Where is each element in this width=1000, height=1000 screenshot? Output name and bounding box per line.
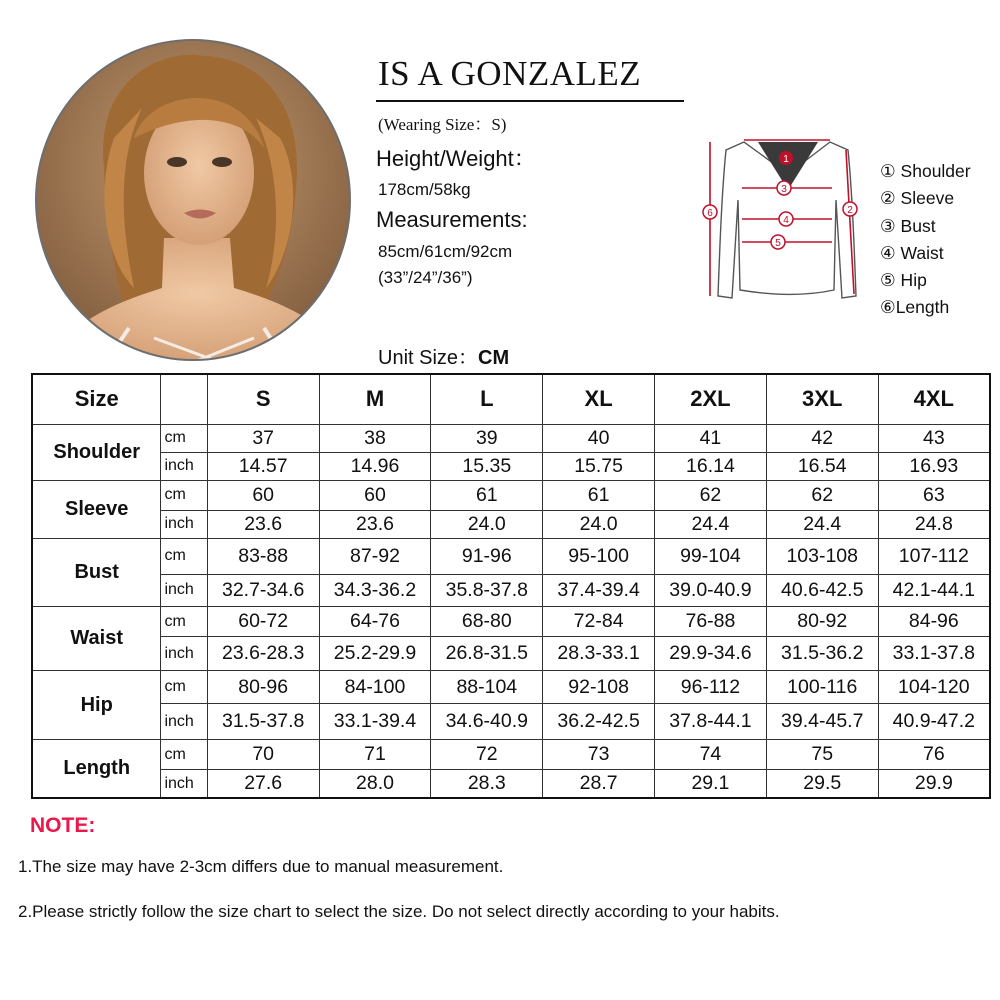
table-cell: 75 xyxy=(766,740,878,770)
table-cell: 37.4-39.4 xyxy=(543,574,655,606)
table-cell: 28.7 xyxy=(543,770,655,798)
svg-text:5: 5 xyxy=(775,238,781,249)
legend-length: ⑥Length xyxy=(880,297,950,318)
size-col-header: S xyxy=(207,374,319,424)
legend-sleeve: ② Sleeve xyxy=(880,188,955,209)
table-cell: 15.35 xyxy=(431,452,543,480)
table-cell: 29.9-34.6 xyxy=(655,637,767,671)
measurement-label: Sleeve xyxy=(32,480,161,538)
measurements-cm: 85cm/61cm/92cm xyxy=(378,242,513,261)
table-cell: 40.6-42.5 xyxy=(766,574,878,606)
table-cell: 24.4 xyxy=(655,510,767,538)
table-cell: 15.75 xyxy=(543,452,655,480)
size-header: Size xyxy=(32,374,161,424)
table-cell: 28.3-33.1 xyxy=(543,637,655,671)
table-cell: 34.6-40.9 xyxy=(431,704,543,740)
marker-3 xyxy=(777,181,791,195)
unit-cell: inch xyxy=(161,637,207,671)
svg-text:2: 2 xyxy=(847,205,853,216)
table-cell: 71 xyxy=(319,740,431,770)
svg-text:4: 4 xyxy=(783,215,789,226)
marker-1 xyxy=(779,151,793,165)
table-cell: 16.93 xyxy=(878,452,990,480)
table-cell: 92-108 xyxy=(543,671,655,704)
table-cell: 16.14 xyxy=(655,452,767,480)
table-cell: 72 xyxy=(431,740,543,770)
svg-text:3: 3 xyxy=(781,184,787,195)
table-cell: 83-88 xyxy=(207,538,319,574)
unit-cell: inch xyxy=(161,452,207,480)
table-cell: 31.5-36.2 xyxy=(766,637,878,671)
table-cell: 24.4 xyxy=(766,510,878,538)
table-cell: 80-96 xyxy=(207,671,319,704)
table-row xyxy=(32,770,990,798)
table-cell: 88-104 xyxy=(431,671,543,704)
table-cell: 107-112 xyxy=(878,538,990,574)
table-cell: 80-92 xyxy=(766,607,878,637)
table-cell: 14.57 xyxy=(207,452,319,480)
table-cell: 34.3-36.2 xyxy=(319,574,431,606)
table-cell: 62 xyxy=(655,480,767,510)
table-cell: 23.6 xyxy=(207,510,319,538)
table-cell: 84-96 xyxy=(878,607,990,637)
table-cell: 16.54 xyxy=(766,452,878,480)
table-cell: 31.5-37.8 xyxy=(207,704,319,740)
unit-cell: cm xyxy=(161,538,207,574)
size-col-header: L xyxy=(431,374,543,424)
table-cell: 38 xyxy=(319,424,431,452)
table-cell: 28.0 xyxy=(319,770,431,798)
table-row xyxy=(32,607,990,637)
table-cell: 25.2-29.9 xyxy=(319,637,431,671)
diagram-legend xyxy=(880,158,971,322)
marker-6 xyxy=(703,205,717,219)
unit-size-label: Unit Size： xyxy=(378,347,479,369)
table-cell: 43 xyxy=(878,424,990,452)
measurement-label: Waist xyxy=(32,607,161,671)
table-cell: 99-104 xyxy=(655,538,767,574)
table-cell: 103-108 xyxy=(766,538,878,574)
table-cell: 24.8 xyxy=(878,510,990,538)
table-row xyxy=(32,510,990,538)
table-row xyxy=(32,424,990,452)
table-cell: 29.5 xyxy=(766,770,878,798)
table-cell: 32.7-34.6 xyxy=(207,574,319,606)
table-cell: 35.8-37.8 xyxy=(431,574,543,606)
table-row xyxy=(32,637,990,671)
size-col-header: 4XL xyxy=(878,374,990,424)
table-cell: 33.1-37.8 xyxy=(878,637,990,671)
garment-diagram xyxy=(696,130,866,308)
unit-cell: cm xyxy=(161,424,207,452)
brand-underline xyxy=(376,100,684,102)
table-row xyxy=(32,574,990,606)
unit-cell: cm xyxy=(161,740,207,770)
table-cell: 39.4-45.7 xyxy=(766,704,878,740)
unit-cell: inch xyxy=(161,510,207,538)
table-header-row xyxy=(32,374,990,424)
table-cell: 40.9-47.2 xyxy=(878,704,990,740)
table-row xyxy=(32,538,990,574)
height-weight-label: Height/Weight： xyxy=(376,146,536,171)
model-photo xyxy=(34,38,352,362)
table-cell: 24.0 xyxy=(543,510,655,538)
table-cell: 24.0 xyxy=(431,510,543,538)
measurements-label: Measurements: xyxy=(376,207,528,232)
table-cell: 76-88 xyxy=(655,607,767,637)
table-cell: 76 xyxy=(878,740,990,770)
table-row xyxy=(32,480,990,510)
table-cell: 27.6 xyxy=(207,770,319,798)
note-item-1: 1.The size may have 2-3cm differs due to manual measurement. xyxy=(18,857,504,876)
legend-bust: ③ Bust xyxy=(880,215,936,236)
table-cell: 63 xyxy=(878,480,990,510)
brand-title: IS A GONZALEZ xyxy=(378,54,642,93)
table-cell: 61 xyxy=(543,480,655,510)
table-cell: 70 xyxy=(207,740,319,770)
unit-cell: inch xyxy=(161,770,207,798)
unit-cell: inch xyxy=(161,704,207,740)
table-cell: 33.1-39.4 xyxy=(319,704,431,740)
size-col-header: 3XL xyxy=(766,374,878,424)
table-cell: 29.1 xyxy=(655,770,767,798)
table-cell: 23.6-28.3 xyxy=(207,637,319,671)
table-cell: 87-92 xyxy=(319,538,431,574)
unit-cell: cm xyxy=(161,671,207,704)
table-cell: 64-76 xyxy=(319,607,431,637)
measurement-label: Bust xyxy=(32,538,161,606)
table-row xyxy=(32,740,990,770)
size-col-header: M xyxy=(319,374,431,424)
table-cell: 14.96 xyxy=(319,452,431,480)
table-cell: 84-100 xyxy=(319,671,431,704)
marker-2 xyxy=(843,202,857,216)
table-cell: 42.1-44.1 xyxy=(878,574,990,606)
note-item-2: 2.Please strictly follow the size chart to select the size. Do not select directly according to your habits. xyxy=(18,902,780,921)
table-cell: 62 xyxy=(766,480,878,510)
unit-cell: inch xyxy=(161,574,207,606)
table-cell: 95-100 xyxy=(543,538,655,574)
unit-header xyxy=(161,374,207,424)
measurements-inch: (33”/24”/36”) xyxy=(378,268,473,287)
table-row xyxy=(32,452,990,480)
table-cell: 61 xyxy=(431,480,543,510)
size-chart-table xyxy=(31,373,991,799)
marker-4 xyxy=(779,212,793,226)
unit-cell: cm xyxy=(161,607,207,637)
size-col-header: 2XL xyxy=(655,374,767,424)
table-cell: 26.8-31.5 xyxy=(431,637,543,671)
table-row xyxy=(32,671,990,704)
size-col-header: XL xyxy=(543,374,655,424)
table-cell: 72-84 xyxy=(543,607,655,637)
unit-size-value: CM xyxy=(478,347,510,369)
table-cell: 104-120 xyxy=(878,671,990,704)
measurement-label: Shoulder xyxy=(32,424,161,480)
table-cell: 37.8-44.1 xyxy=(655,704,767,740)
table-cell: 68-80 xyxy=(431,607,543,637)
note-title: NOTE: xyxy=(30,814,96,837)
table-cell: 39 xyxy=(431,424,543,452)
measurement-label: Length xyxy=(32,740,161,798)
legend-shoulder: ① Shoulder xyxy=(880,161,971,181)
table-cell: 60-72 xyxy=(207,607,319,637)
table-cell: 40 xyxy=(543,424,655,452)
table-cell: 37 xyxy=(207,424,319,452)
wearing-size: (Wearing Size：S) xyxy=(378,115,507,134)
table-cell: 74 xyxy=(655,740,767,770)
unit-size xyxy=(378,341,509,370)
unit-cell: cm xyxy=(161,480,207,510)
table-cell: 28.3 xyxy=(431,770,543,798)
table-cell: 39.0-40.9 xyxy=(655,574,767,606)
table-cell: 73 xyxy=(543,740,655,770)
table-cell: 29.9 xyxy=(878,770,990,798)
marker-5 xyxy=(771,235,785,249)
measurement-label: Hip xyxy=(32,671,161,740)
table-cell: 91-96 xyxy=(431,538,543,574)
table-row xyxy=(32,704,990,740)
svg-text:6: 6 xyxy=(707,208,713,219)
table-cell: 23.6 xyxy=(319,510,431,538)
table-cell: 96-112 xyxy=(655,671,767,704)
height-weight-value: 178cm/58kg xyxy=(378,180,471,199)
table-cell: 60 xyxy=(319,480,431,510)
table-cell: 36.2-42.5 xyxy=(543,704,655,740)
legend-hip: ⑤ Hip xyxy=(880,270,927,291)
table-cell: 41 xyxy=(655,424,767,452)
table-cell: 42 xyxy=(766,424,878,452)
svg-text:1: 1 xyxy=(783,154,789,165)
table-cell: 60 xyxy=(207,480,319,510)
table-cell: 100-116 xyxy=(766,671,878,704)
legend-waist: ④ Waist xyxy=(880,242,944,263)
